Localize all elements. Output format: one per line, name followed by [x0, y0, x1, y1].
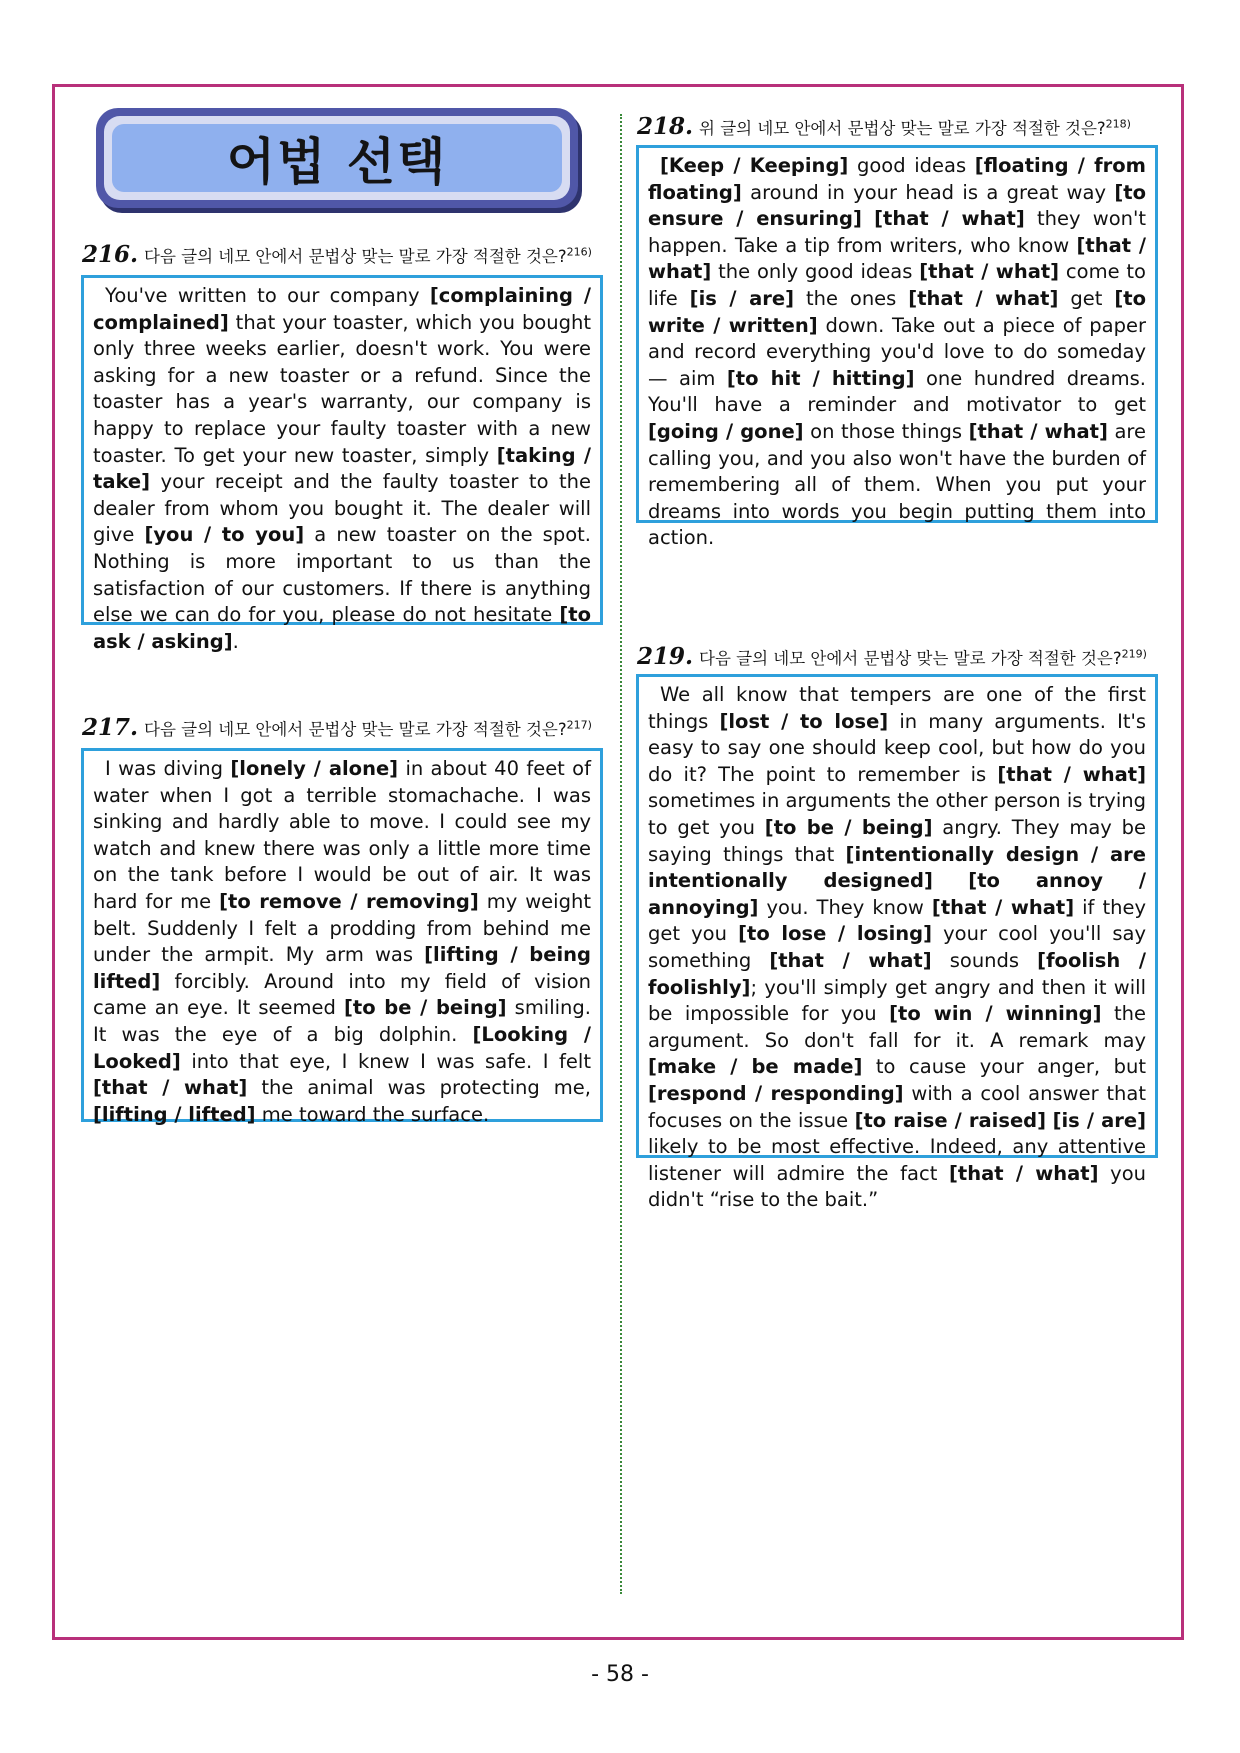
- answer-choice: [to ensure / ensuring]: [648, 180, 1146, 231]
- question-218-header: [637, 113, 1131, 140]
- answer-choice: [make / be made]: [648, 1055, 863, 1079]
- passage-box-217: [81, 748, 603, 1126]
- passage-text: You've written to our company [complaining / complained] that your toaster, which you bought only three weeks earlier, doesn't work. You were asking for a new toaster or a refund. Since the toaster has a year's warranty, our company is happy to replace your faulty toaster with a new toaster. To get your new toaster, simply [taking / take] your receipt and the faulty toaster to the dealer from whom you bought it. The dealer will give [you / to you] a new toaster on the spot. Nothing is more important to us than the satisfaction of our customers. If there is anything else we can do for you, please do not hesitate [to ask / asking].: [93, 284, 592, 653]
- answer-choice: [to ask / asking]: [93, 603, 591, 653]
- passage-text: We all know that tempers are one of the first things [lost / to lose] in many arguments. It's easy to say one should keep cool, but how do you do it? The point to remember is [that / what] sometimes in arguments the other person is trying to get you [to be / being] angry. They may be saying things that [intentionally design / are intentionally designed] [to annoy / annoying] you. They know [that / what] if they get you [to lose / losing] your cool you'll say something [that / what] sounds [foolish / foolishly]; you'll simply get angry and then it will be impossible for you [to win / winning] the argument. So don't fall for it. A remark may [make / be made] to cause your anger, but [respond / responding] with a cool answer that focuses on the issue [to raise / raised] [is / are] likely to be most effective. Indeed, any attentive listener will admire the fact [that / what] you didn't “rise to the bait.”: [648, 683, 1147, 1212]
- passage-box-219: [636, 674, 1158, 1212]
- section-title: 어법 선택: [226, 133, 448, 191]
- footnote-ref: 219): [1121, 647, 1147, 661]
- footnote-ref: 216): [566, 245, 592, 259]
- answer-choice: [that / what]: [908, 286, 1059, 310]
- question-217-header: [82, 714, 592, 741]
- answer-choice: [that / what]: [931, 895, 1075, 919]
- answer-choice: [lifting / being lifted]: [93, 943, 591, 993]
- answer-choice: [complaining / complained]: [93, 284, 591, 334]
- answer-choice: [that / what]: [949, 1161, 1099, 1185]
- answer-choice: [that / what]: [769, 948, 932, 972]
- answer-choice: [that / what]: [997, 762, 1146, 786]
- passage-box-218: [636, 145, 1158, 550]
- answer-choice: [intentionally design / are intentionally designed]: [648, 842, 1146, 893]
- answer-choice: [to hit / hitting]: [726, 366, 915, 390]
- answer-choice: [to remove / removing]: [219, 889, 479, 913]
- answer-choice: [lifting / lifted]: [93, 1102, 256, 1126]
- question-number: 218.: [637, 113, 694, 140]
- answer-choice: [floating / from floating]: [648, 154, 1146, 204]
- question-219-header: [637, 643, 1147, 670]
- passage-box-216: [81, 275, 603, 653]
- answer-choice: [to annoy / annoying]: [648, 869, 1146, 919]
- column-divider: [620, 114, 622, 1594]
- question-prompt: 다음 글의 네모 안에서 문법상 맞는 말로 가장 적절한 것은?: [144, 247, 567, 266]
- answer-choice: [lost / to lose]: [719, 709, 889, 733]
- answer-choice: [to be / being]: [764, 815, 933, 839]
- answer-choice: [foolish / foolishly]: [648, 948, 1146, 999]
- question-prompt: 다음 글의 네모 안에서 문법상 맞는 말로 가장 적절한 것은?: [699, 649, 1122, 668]
- answer-choice: [lonely / alone]: [230, 757, 399, 780]
- answer-choice: [going / gone]: [648, 419, 804, 443]
- answer-choice: [to lose / losing]: [738, 922, 933, 946]
- answer-choice: [that / what]: [93, 1076, 248, 1100]
- question-prompt: 위 글의 네모 안에서 문법상 맞는 말로 가장 적절한 것은?: [699, 119, 1106, 138]
- page-number: - 58 -: [591, 1662, 649, 1687]
- answer-choice: [that / what]: [968, 419, 1108, 443]
- passage-text: I was diving [lonely / alone] in about 40 feet of water when I got a terrible stomachache. I was sinking and hardly able to move. I could see my watch and knew there was only a little more time on the tank before I would be out of air. It was hard for me [to remove / removing] my weight belt. Suddenly I felt a prodding from behind me under the armpit. My arm was [lifting / being lifted] forcibly. Around into my field of vision came an eye. It seemed [to be / being] smiling. It was the eye of a big dolphin. [Looking / Looked] into that eye, I knew I was safe. I felt [that / what] the animal was protecting me, [lifting / lifted] me toward the surface.: [93, 757, 591, 1126]
- answer-choice: [to write / written]: [648, 286, 1146, 337]
- answer-choice: [that / what]: [919, 260, 1060, 284]
- answer-choice: [is / are]: [1052, 1108, 1146, 1132]
- question-prompt: 다음 글의 네모 안에서 문법상 맞는 말로 가장 적절한 것은?: [144, 720, 567, 739]
- footnote-ref: 218): [1105, 117, 1131, 131]
- answer-choice: [to win / winning]: [889, 1002, 1102, 1026]
- answer-choice: [to raise / raised]: [854, 1108, 1047, 1132]
- answer-choice: [that / what]: [874, 207, 1025, 231]
- question-216-header: [82, 241, 592, 268]
- answer-choice: [respond / responding]: [648, 1081, 904, 1105]
- question-number: 216.: [82, 241, 139, 268]
- answer-choice: [that / what]: [648, 233, 1147, 284]
- footnote-ref: 217): [566, 718, 592, 732]
- section-title-banner: [96, 108, 578, 208]
- answer-choice: [Looking / Looked]: [93, 1022, 591, 1073]
- answer-choice: [Keep / Keeping]: [660, 154, 849, 177]
- passage-text: [Keep / Keeping] good ideas [floating / from floating] around in your head is a great way [to ensure / ensuring] [that / what] they won't happen. Take a tip from writers, who know [that / what] the only good ideas [that / what] come to life [is / are] the ones [that / what] get [to write / written] down. Take out a piece of paper and record everything you'd love to do someday — aim [to hit / hitting] one hundred dreams. You'll have a reminder and motivator to get [going / gone] on those things [that / what] are calling you, and you also won't have the burden of remembering all of them. When you put your dreams into words you begin putting them into action.: [648, 154, 1147, 550]
- question-number: 219.: [637, 643, 694, 670]
- answer-choice: [is / are]: [689, 286, 794, 310]
- question-number: 217.: [82, 714, 139, 741]
- answer-choice: [you / to you]: [144, 523, 305, 547]
- answer-choice: [to be / being]: [344, 996, 507, 1020]
- answer-choice: [taking / take]: [93, 443, 592, 494]
